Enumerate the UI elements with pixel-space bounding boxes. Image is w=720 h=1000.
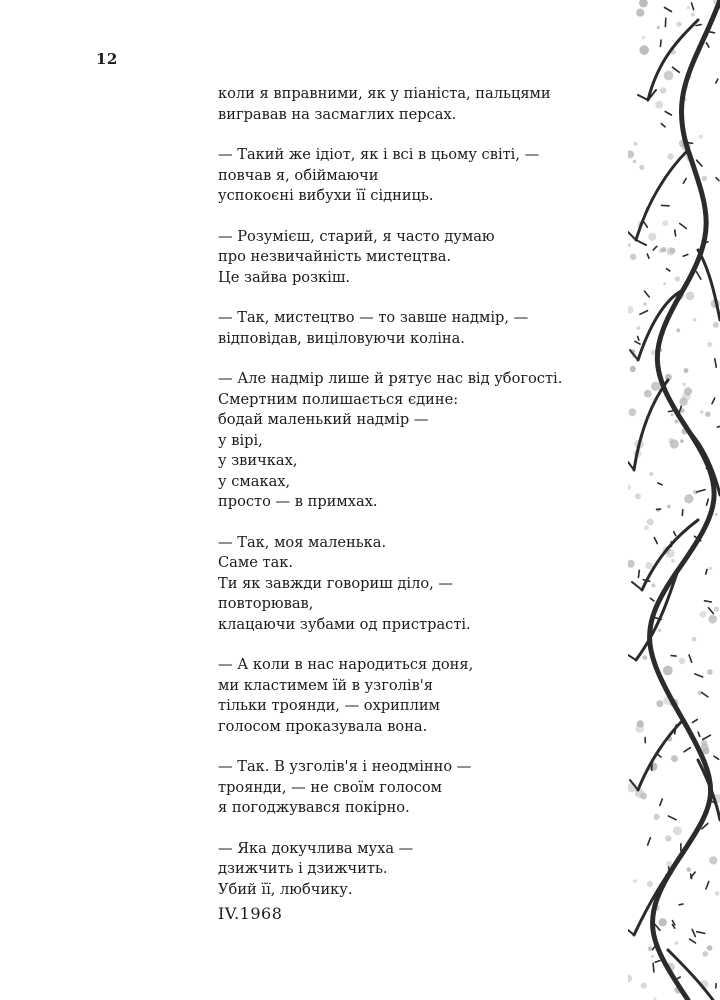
- thorn-spike: [692, 720, 697, 723]
- thorn-spike: [654, 538, 657, 544]
- decor-dot: [648, 233, 656, 241]
- thorn-spike: [683, 179, 686, 184]
- decor-dot: [691, 13, 695, 17]
- decor-dot: [700, 611, 707, 618]
- poem-line: Ти як завжди говориш діло, —: [218, 574, 454, 592]
- thorn-spike: [668, 816, 676, 820]
- decor-dot: [693, 318, 696, 321]
- decor-dot: [663, 666, 673, 676]
- poem-line: просто — в примхах.: [218, 493, 378, 510]
- thorn-spike: [703, 735, 711, 739]
- thorn-spike: [665, 8, 672, 12]
- poem-line: Убий її, любчику.: [218, 880, 353, 898]
- poem-line: Смертним полишається єдине:: [218, 390, 459, 408]
- thorn-spike: [707, 499, 709, 505]
- poem-line: у звичках,: [218, 452, 298, 469]
- poem-line: тільки троянди, — охриплим: [218, 697, 440, 714]
- thorn-spike: [645, 291, 650, 297]
- thorn-spike: [658, 483, 662, 485]
- decor-dot: [679, 658, 685, 664]
- decor-dot: [651, 382, 660, 391]
- thorn-spike: [697, 932, 705, 934]
- decor-dot: [668, 438, 674, 444]
- stanza: [218, 145, 618, 207]
- decor-dot: [671, 413, 674, 416]
- thorn-spike: [672, 67, 679, 72]
- thorn-spike: [696, 272, 701, 279]
- page-number: 12: [96, 50, 118, 68]
- decor-dot: [667, 505, 671, 509]
- thorn-spike: [640, 311, 648, 315]
- decor-dot: [644, 302, 647, 305]
- stanza: [218, 533, 618, 636]
- thorn-spike: [691, 874, 692, 879]
- decor-dot: [686, 867, 691, 872]
- decor-dot: [671, 755, 678, 762]
- thorn-spike: [714, 756, 719, 759]
- decor-dot: [700, 410, 704, 414]
- stanza: [218, 308, 618, 349]
- decor-dot: [667, 247, 675, 255]
- decor-dot: [628, 975, 632, 982]
- thorn-spike: [647, 254, 649, 258]
- decor-dot: [637, 720, 644, 727]
- decor-dot: [650, 472, 654, 476]
- decor-dot: [628, 150, 634, 158]
- thorny-branches-icon: [628, 0, 720, 1000]
- decor-dot: [655, 101, 663, 109]
- thorn-spike: [680, 224, 687, 229]
- decor-dot: [676, 328, 680, 332]
- thorn-spike: [684, 748, 690, 752]
- decor-dot: [628, 484, 631, 490]
- decor-dot: [667, 153, 673, 159]
- decor-dot: [629, 408, 637, 416]
- stanza: [218, 655, 618, 737]
- thorn-spike: [635, 341, 640, 344]
- thorn-spike: [679, 904, 683, 905]
- thorn-spike: [705, 601, 712, 602]
- poem-line: повторював,: [218, 595, 314, 612]
- thorn-spike: [716, 178, 719, 181]
- decor-dot: [640, 793, 647, 800]
- poem-line: дзижчить і дзижчить.: [218, 860, 388, 877]
- thorn-spike: [689, 655, 692, 662]
- decor-dot: [647, 881, 653, 887]
- thorn-spike: [706, 882, 709, 889]
- thorn-spike: [650, 598, 653, 601]
- thorn-spike: [675, 725, 676, 734]
- poem-line: я погоджувався покірно.: [218, 799, 410, 816]
- decor-dot: [692, 637, 697, 642]
- thorn-spike: [658, 755, 661, 758]
- thorn-spike: [696, 25, 701, 26]
- thorn-spike: [665, 112, 671, 116]
- poem-line: — Яка докучлива муха —: [218, 839, 414, 857]
- decor-dot: [639, 165, 644, 170]
- decor-dot: [651, 955, 654, 958]
- poem-line: вигравав на засмаглих персах.: [218, 105, 457, 123]
- decor-dot: [628, 560, 635, 568]
- decor-dot: [647, 518, 654, 525]
- poem-line: троянди, — не своїм голосом: [218, 778, 442, 796]
- decor-dot: [639, 45, 649, 55]
- decor-dot: [671, 559, 675, 563]
- decor-dot: [707, 669, 713, 675]
- thorn-spike: [692, 3, 694, 10]
- poem-line: — Такий же ідіот, як і всі в цьому світі, —: [218, 146, 540, 163]
- decor-dot: [659, 918, 667, 926]
- thorn-spike: [690, 939, 696, 943]
- decor-dot: [673, 826, 682, 835]
- poem-line: повчав я, обіймаючи: [218, 166, 379, 184]
- decor-dot: [676, 22, 681, 27]
- thorn-spike: [638, 570, 639, 577]
- decor-dot: [628, 306, 634, 313]
- poem-line: коли я вправними, як у піаніста, пальцями: [218, 85, 551, 102]
- poem-date: IV.1968: [218, 904, 283, 923]
- stanza: [218, 84, 618, 125]
- decor-dot: [658, 629, 662, 633]
- decor-dot: [651, 583, 655, 587]
- stanza: [218, 839, 618, 901]
- thorn-spike: [712, 398, 715, 404]
- decor-dot: [663, 282, 666, 285]
- poem-body: [218, 84, 618, 920]
- decor-dot: [713, 322, 719, 328]
- poem-line: — А коли в нас народиться доня,: [218, 656, 474, 673]
- decor-dot: [639, 0, 648, 7]
- poem-line: клацаючи зубами од пристрасті.: [218, 615, 471, 633]
- poem-line: ми кластимем їй в узголів'я: [218, 676, 434, 694]
- stanza: [218, 757, 618, 819]
- thorn-spike: [674, 532, 676, 536]
- decor-dot: [675, 941, 679, 945]
- stanza: [218, 227, 618, 289]
- thorn-spike: [688, 143, 693, 144]
- decor-dot: [662, 220, 668, 226]
- decor-dot: [682, 392, 691, 401]
- decor-dot: [675, 420, 679, 424]
- thorn-spike: [669, 867, 670, 875]
- poem-line: Саме так.: [218, 554, 294, 571]
- decor-dot: [715, 891, 720, 896]
- decor-dot: [642, 36, 646, 40]
- thorn-spike: [697, 160, 702, 166]
- decor-dot: [684, 368, 689, 373]
- decor-dot: [634, 142, 638, 146]
- decor-dot: [641, 983, 647, 989]
- poem-line: голосом проказувала вона.: [218, 717, 428, 735]
- thorn-spike: [667, 269, 670, 271]
- decor-dot: [686, 292, 695, 301]
- poem-line: — Але надмір лише й рятує нас від убогості.: [218, 370, 563, 387]
- poem-line: — Так. В узголів'я і неодмінно —: [218, 758, 472, 775]
- decor-dot: [682, 382, 686, 386]
- decor-dot: [709, 856, 717, 864]
- thorn-spike: [695, 674, 703, 677]
- decor-dot: [659, 248, 664, 253]
- decor-dot: [714, 607, 719, 612]
- thorn-spike: [661, 124, 665, 127]
- decor-dot: [715, 513, 718, 516]
- decor-dot: [702, 951, 708, 957]
- decor-dot: [656, 700, 663, 707]
- thorn-spike: [715, 359, 717, 367]
- thorn-spike: [683, 255, 688, 257]
- decor-dot: [675, 276, 680, 281]
- thorn-spike: [706, 570, 707, 575]
- decor-dot: [645, 562, 652, 569]
- thorn-spike: [653, 246, 657, 250]
- decor-dot: [664, 71, 674, 81]
- decor-dot: [633, 879, 637, 883]
- decor-dot: [654, 814, 660, 820]
- thorn-spike: [660, 40, 661, 46]
- thorn-spike: [682, 510, 683, 516]
- thorn-spike: [698, 732, 700, 736]
- poem-line: Це зайва розкіш.: [218, 268, 351, 286]
- decor-dot: [644, 525, 649, 530]
- thorn-spike: [648, 838, 651, 845]
- thorn-spike: [671, 656, 676, 657]
- thorn-spike: [660, 799, 663, 805]
- thorn-spike: [643, 580, 650, 582]
- decor-dot: [648, 946, 653, 951]
- poem-line: — Так, моя маленька.: [218, 533, 387, 551]
- stanza: [218, 369, 618, 513]
- decor-dot: [684, 494, 693, 503]
- decor-dot: [637, 326, 641, 330]
- decor-dot: [709, 567, 713, 571]
- decor-dot: [643, 655, 648, 660]
- decor-dot: [657, 26, 660, 29]
- decor-dot: [702, 176, 707, 181]
- decor-dot: [665, 835, 671, 841]
- thorn-spike: [702, 693, 708, 697]
- poem-line: — Розумієш, старий, я часто думаю: [218, 227, 495, 245]
- thorn-spike: [675, 230, 676, 236]
- thorn-spike: [706, 43, 709, 47]
- decor-dot: [707, 342, 712, 347]
- decor-dot: [635, 493, 641, 499]
- decor-dot: [630, 366, 636, 372]
- decor-dot: [630, 254, 636, 260]
- poem-line: відповідав, виціловуючи коліна.: [218, 329, 465, 347]
- thorn-spike: [655, 961, 660, 963]
- thorn-spike: [692, 929, 695, 936]
- decor-dot: [660, 87, 667, 94]
- thorn-spike: [644, 222, 648, 227]
- poem-line: успокоєні вибухи її сідниць.: [218, 187, 434, 204]
- decor-dot: [699, 135, 703, 139]
- decor-dot: [636, 9, 644, 17]
- thorn-spike: [716, 79, 718, 83]
- thorn-spike: [709, 608, 714, 614]
- poem-line: бодай маленький надмір —: [218, 411, 429, 428]
- poem-line: у вірі,: [218, 431, 263, 449]
- poem-line: про незвичайність мистецтва.: [218, 248, 452, 265]
- decor-dot: [680, 439, 684, 443]
- decor-dot: [644, 390, 652, 398]
- decor-dot: [687, 6, 690, 9]
- poem-line: у смаках,: [218, 472, 291, 490]
- thorn-spike: [653, 963, 654, 972]
- decor-dot: [633, 160, 637, 164]
- decor-dot: [705, 411, 711, 417]
- thorn-spike: [697, 490, 705, 492]
- decor-dot: [628, 243, 631, 247]
- decor-dot: [701, 743, 709, 751]
- decor-dot: [708, 615, 717, 624]
- decor-dot: [707, 945, 713, 951]
- thorn-spike: [676, 977, 680, 979]
- thorn-spike: [638, 336, 639, 340]
- poem-line: — Так, мистецтво — то завше надмір, —: [218, 309, 529, 326]
